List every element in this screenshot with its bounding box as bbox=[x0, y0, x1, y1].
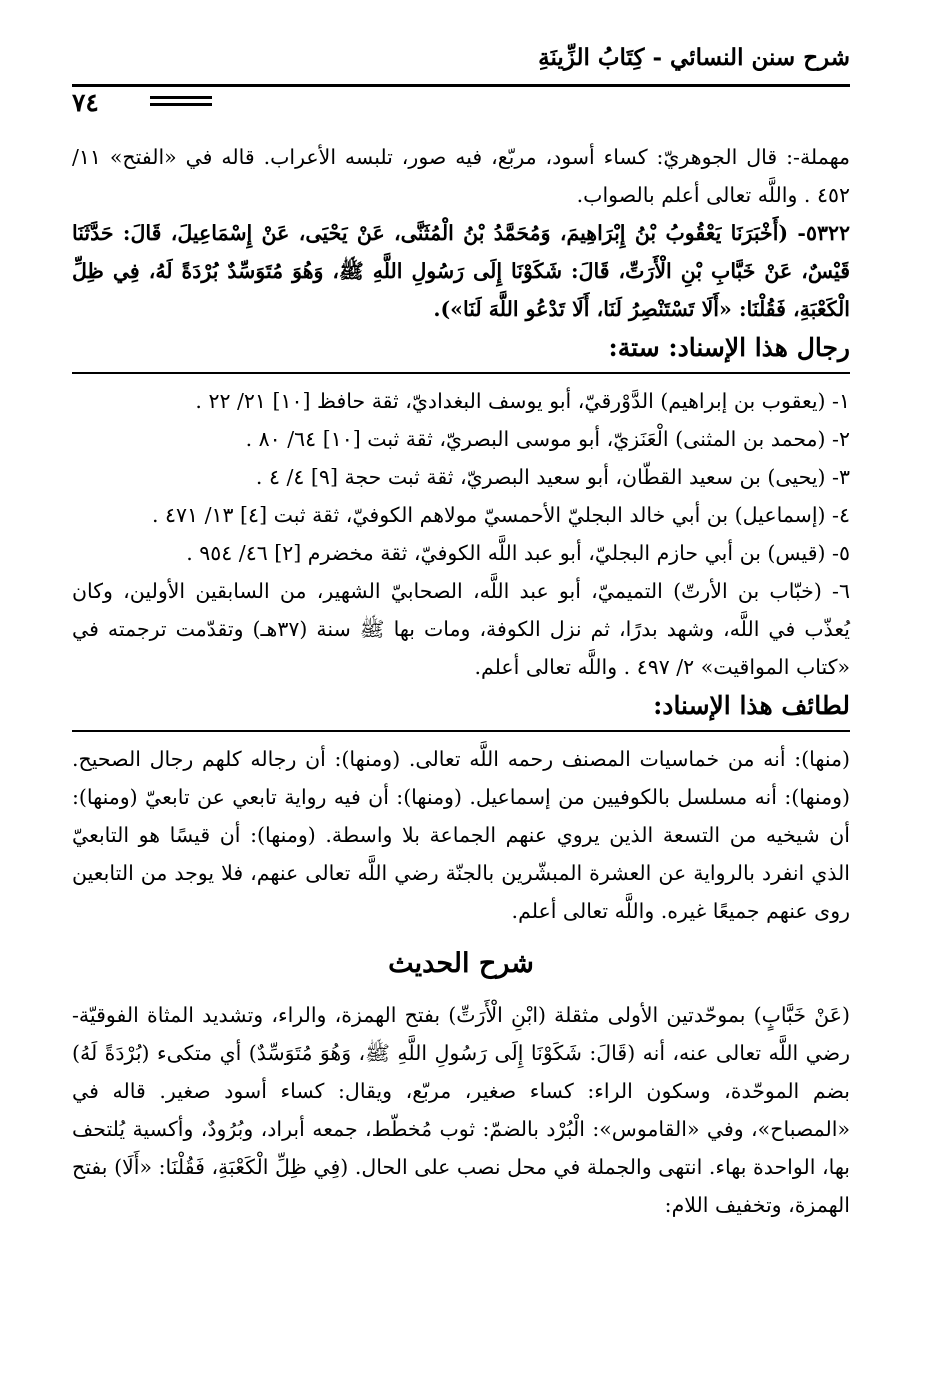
header-rule bbox=[72, 84, 850, 87]
page-body bbox=[72, 138, 850, 1224]
page-number-rules bbox=[150, 96, 212, 110]
lataif-heading: لطائف هذا الإسناد: bbox=[653, 691, 850, 720]
narrator-item: ٣- (يحيى) بن سعيد القطّان، أبو سعيد البصريّ، ثقة ثبت حجة [٩] ٤/ ٤ . bbox=[255, 465, 850, 489]
hadith-text: ٥٣٢٢- (أَخْبَرَنَا يَعْقُوبُ بْنُ إِبْرَاهِيمَ، وَمُحَمَّدُ بْنُ الْمُثَنَّى، عَنْ يَحْيَى، عَنْ إِسْمَاعِيلَ، قَالَ: حَدَّثَنَا قَيْسٌ، عَنْ خَبَّابِ بْنِ الْأَرَتِّ، قَالَ: شَكَوْنَا إِلَى رَسُولِ اللَّهِ ﷺ، وَهُوَ مُتَوَسِّدٌ بُرْدَةً لَهُ، فِي ظِلِّ الْكَعْبَةِ، فَقُلْنَا: «أَلَا تَسْتَنْصِرُ لَنَا، أَلَا تَدْعُو اللَّهَ لَنَا»). bbox=[72, 221, 850, 321]
sharh-title: شرح الحديث bbox=[388, 948, 534, 979]
narrator-item: ٤- (إسماعيل) بن أبي خالد البجليّ الأحمسيّ مولاهم الكوفيّ، ثقة ثبت [٤] ١٣/ ٤٧١ . bbox=[151, 503, 850, 527]
section-divider bbox=[72, 730, 850, 732]
book-page bbox=[72, 44, 850, 1224]
rijal-heading: رجال هذا الإسناد: ستة: bbox=[608, 333, 850, 362]
page-number: ٧٤ bbox=[72, 88, 99, 117]
narrator-item: ٥- (قيس) بن أبي حازم البجليّ، أبو عبد اللَّه الكوفيّ، ثقة مخضرم [٢] ٤٦/ ٩٥٤ . bbox=[186, 541, 850, 565]
narrator-item: ١- (يعقوب بن إبراهيم) الدَّوْرقيّ، أبو يوسف البغداديّ، ثقة حافظ [١٠] ٢١/ ٢٢ . bbox=[195, 389, 850, 413]
lataif-text: (منها): أنه من خماسيات المصنف رحمه اللَّه تعالى. (ومنها): أن رجاله كلهم رجال الصحيح. (ومنها): أنه مسلسل بالكوفيين من إسماعيل. (ومنها): أن فيه رواية تابعي عن تابعيّ (ومنها): أن شيخيه من التسعة الذين يروي عنهم الجماعة بلا واسطة. (ومنها): أن قيسًا هو التابعيّ الذي انفرد بالرواية عن العشرة المبشّرين بالجنّة رضي اللَّه تعالى عنهم، فلا يوجد من التابعين روى عنهم جميعًا غيره. واللَّه تعالى أعلم. bbox=[72, 747, 850, 923]
running-title: شرح سنن النسائي - كِتَابُ الزِّينَةِ bbox=[538, 44, 850, 71]
intro-paragraph: مهملة-: قال الجوهريّ: كساء أسود، مربّع، فيه صور، تلبسه الأعراب. قاله في «الفتح» ١١/ ٤٥٢ . واللَّه تعالى أعلم بالصواب. bbox=[72, 145, 850, 207]
page-header bbox=[72, 44, 850, 117]
narrator-item: ٦- (خبّاب بن الأرتّ) التميميّ، أبو عبد اللَّه، الصحابيّ الشهير، من السابقين الأولين، وكان يُعذّب في اللَّه، وشهد بدرًا، ثم نزل الكوفة، ومات بها ﷺ سنة (٣٧هـ) وتقدّمت ترجمته في «كتاب المواقيت» ٢/ ٤٩٧ . واللَّه تعالى أعلم. bbox=[72, 579, 850, 679]
section-divider bbox=[72, 372, 850, 374]
sharh-text: (عَنْ خَبَّابٍ) بموحّدتين الأولى مثقلة (ابْنِ الْأَرَتِّ) بفتح الهمزة، والراء، وتشديد المثاة الفوقيّة- رضي اللَّه تعالى عنه، أنه (قَالَ: شَكَوْنَا إِلَى رَسُولِ اللَّهِ ﷺ، وَهُوَ مُتَوَسِّدٌ) أي متكىء (بُرْدَةً لَهُ) بضم الموحّدة، وسكون الراء: كساء صغير، مربّع، ويقال: كساء أسود صغير. قاله في «المصباح»، وفي «القاموس»: الْبُرْد بالضمّ: ثوب مُخطّط، جمعه أبراد، وبُرُودٌ، وأكسية يُلتحف بها، الواحدة بهاء. انتهى والجملة في محل نصب على الحال. (فِي ظِلِّ الْكَعْبَةِ، فَقُلْنَا: «أَلَا) بفتح الهمزة، وتخفيف اللام: bbox=[72, 1003, 850, 1217]
narrator-item: ٢- (محمد بن المثنى) الْعَنَزيّ، أبو موسى البصريّ، ثقة ثبت [١٠] ٦٤/ ٨٠ . bbox=[245, 427, 850, 451]
